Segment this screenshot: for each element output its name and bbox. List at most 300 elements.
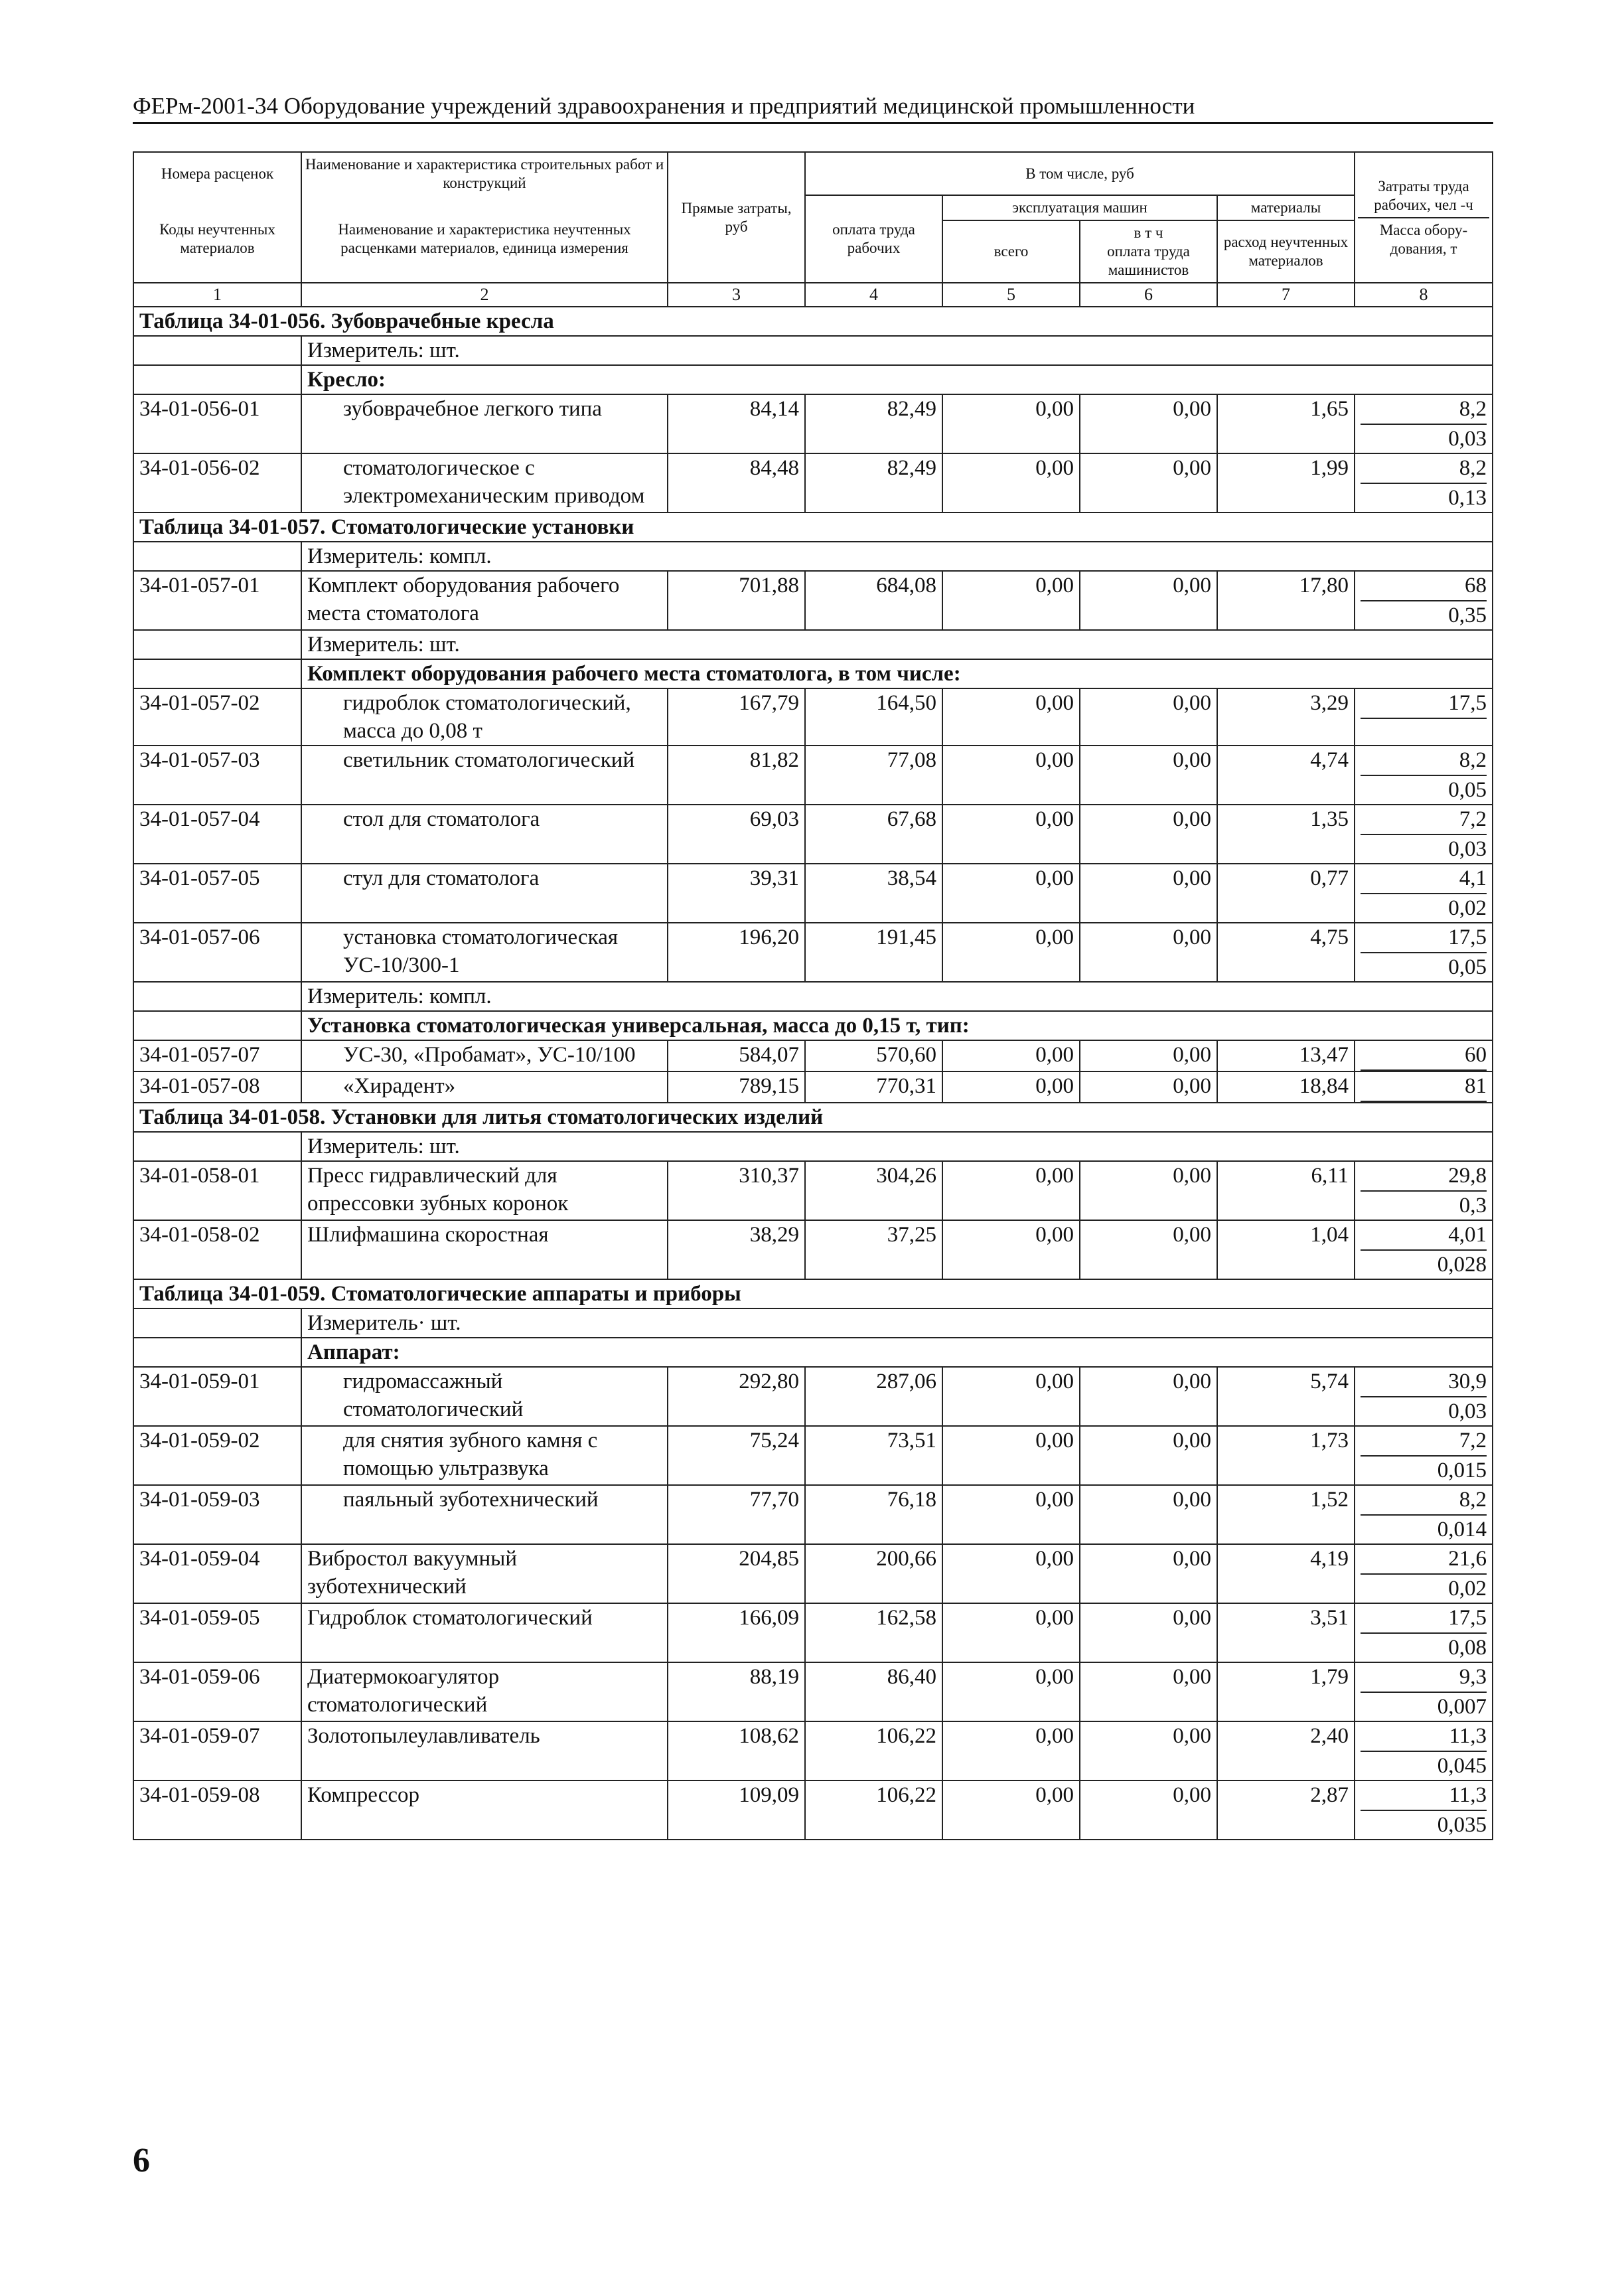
direct-costs: 38,29 bbox=[668, 1220, 805, 1279]
rate-code: 34-01-059-04 bbox=[133, 1544, 301, 1603]
materials-cost: 1,52 bbox=[1217, 1485, 1355, 1544]
machines-total: 0,00 bbox=[942, 746, 1080, 805]
materials-cost: 0,77 bbox=[1217, 864, 1355, 923]
rate-code: 34-01-059-05 bbox=[133, 1603, 301, 1662]
measure-unit: Измеритель: шт. bbox=[301, 630, 1493, 659]
rate-name bbox=[301, 1367, 668, 1426]
header-equipment-mass: Масса обору-дования, т bbox=[1379, 221, 1468, 257]
rate-name-text: Компрессор bbox=[307, 1783, 420, 1807]
equipment-mass: 0,35 bbox=[1448, 603, 1487, 627]
operator-pay: 0,00 bbox=[1080, 1721, 1217, 1780]
header-row-2 bbox=[133, 195, 1493, 220]
operator-pay: 0,00 bbox=[1080, 805, 1217, 864]
table-row bbox=[133, 394, 1493, 453]
labor-mass-cell bbox=[1355, 1367, 1493, 1426]
rate-code: 34-01-057-07 bbox=[133, 1040, 301, 1071]
labor-mass-cell bbox=[1355, 1161, 1493, 1220]
rate-name bbox=[301, 1603, 668, 1662]
rate-code: 34-01-057-06 bbox=[133, 923, 301, 982]
labor-pay: 76,18 bbox=[805, 1485, 942, 1544]
header-unaccounted-materials: расход неучтенных материалов bbox=[1217, 220, 1355, 283]
labor-pay: 162,58 bbox=[805, 1603, 942, 1662]
column-number: 8 bbox=[1355, 283, 1493, 307]
table-row bbox=[133, 1071, 1493, 1103]
direct-costs: 196,20 bbox=[668, 923, 805, 982]
labor-mass-cell bbox=[1355, 1426, 1493, 1485]
header-machines-total: всего bbox=[942, 220, 1080, 283]
labor-pay: 200,66 bbox=[805, 1544, 942, 1603]
table-row bbox=[133, 1367, 1493, 1426]
labor-hours: 81 bbox=[1361, 1072, 1487, 1102]
labor-pay: 37,25 bbox=[805, 1220, 942, 1279]
labor-mass-cell bbox=[1355, 1780, 1493, 1840]
labor-pay: 38,54 bbox=[805, 864, 942, 923]
header-labor-pay: оплата труда рабочих bbox=[805, 195, 942, 283]
rate-name bbox=[301, 1721, 668, 1780]
header-material-name: Наименование и характеристика неучтенных расценками материалов, единица измерения bbox=[301, 195, 668, 283]
labor-hours: 30,9 bbox=[1361, 1368, 1487, 1397]
measure-row bbox=[133, 542, 1493, 571]
measure-row bbox=[133, 1132, 1493, 1161]
labor-pay: 684,08 bbox=[805, 571, 942, 630]
measure-row bbox=[133, 336, 1493, 365]
labor-pay: 570,60 bbox=[805, 1040, 942, 1071]
page-number: 6 bbox=[133, 2142, 150, 2179]
equipment-mass: 0,02 bbox=[1448, 896, 1487, 920]
table-row bbox=[133, 1662, 1493, 1721]
rate-name bbox=[301, 1426, 668, 1485]
labor-hours: 60 bbox=[1361, 1041, 1487, 1071]
labor-mass-cell bbox=[1355, 923, 1493, 982]
machines-total: 0,00 bbox=[942, 1040, 1080, 1071]
rate-code: 34-01-057-05 bbox=[133, 864, 301, 923]
rate-code: 34-01-056-02 bbox=[133, 453, 301, 513]
labor-mass-cell bbox=[1355, 1485, 1493, 1544]
header-row-1 bbox=[133, 152, 1493, 195]
labor-hours: 17,5 bbox=[1361, 689, 1487, 719]
header-material-codes: Коды неучтенных материалов bbox=[133, 195, 301, 283]
materials-cost: 1,73 bbox=[1217, 1426, 1355, 1485]
table-row bbox=[133, 453, 1493, 513]
section-title-row bbox=[133, 1103, 1493, 1132]
equipment-mass: 0,035 bbox=[1437, 1813, 1487, 1837]
column-number: 7 bbox=[1217, 283, 1355, 307]
labor-hours: 11,3 bbox=[1361, 1722, 1487, 1752]
rate-code: 34-01-057-08 bbox=[133, 1071, 301, 1103]
rate-name-text: для снятия зубного камня с помощью ультразвука bbox=[343, 1429, 598, 1480]
machines-total: 0,00 bbox=[942, 688, 1080, 746]
direct-costs: 88,19 bbox=[668, 1662, 805, 1721]
direct-costs: 39,31 bbox=[668, 864, 805, 923]
materials-cost: 3,29 bbox=[1217, 688, 1355, 746]
operator-pay: 0,00 bbox=[1080, 746, 1217, 805]
rate-name-text: стол для стоматолога bbox=[343, 807, 540, 831]
rate-name bbox=[301, 805, 668, 864]
labor-mass-cell bbox=[1355, 1071, 1493, 1103]
materials-cost: 5,74 bbox=[1217, 1367, 1355, 1426]
machines-total: 0,00 bbox=[942, 1780, 1080, 1840]
labor-hours: 8,2 bbox=[1361, 1486, 1487, 1516]
labor-hours: 21,6 bbox=[1361, 1545, 1487, 1575]
labor-pay: 82,49 bbox=[805, 453, 942, 513]
table-row bbox=[133, 1544, 1493, 1603]
labor-mass-cell bbox=[1355, 864, 1493, 923]
materials-cost: 6,11 bbox=[1217, 1161, 1355, 1220]
direct-costs: 77,70 bbox=[668, 1485, 805, 1544]
section-title-row bbox=[133, 513, 1493, 542]
operator-pay: 0,00 bbox=[1080, 453, 1217, 513]
rate-name-text: гидромассажный стоматологический bbox=[343, 1370, 524, 1421]
equipment-mass: 0,3 bbox=[1459, 1194, 1487, 1218]
operator-pay: 0,00 bbox=[1080, 1544, 1217, 1603]
rate-code: 34-01-058-01 bbox=[133, 1161, 301, 1220]
equipment-mass: 0,02 bbox=[1448, 1577, 1487, 1601]
rate-name-text: «Хирадент» bbox=[343, 1074, 456, 1098]
rate-name bbox=[301, 1040, 668, 1071]
direct-costs: 109,09 bbox=[668, 1780, 805, 1840]
materials-cost: 4,75 bbox=[1217, 923, 1355, 982]
rate-name-text: Диатермокоагулятор стоматологический bbox=[307, 1665, 500, 1717]
rate-name-text: Гидроблок стоматологический bbox=[307, 1606, 593, 1630]
header-direct-costs: Прямые затраты, руб bbox=[668, 152, 805, 283]
operator-pay: 0,00 bbox=[1080, 1662, 1217, 1721]
group-row bbox=[133, 365, 1493, 394]
header-materials: материалы bbox=[1217, 195, 1355, 220]
measure-row bbox=[133, 630, 1493, 659]
rate-code: 34-01-059-07 bbox=[133, 1721, 301, 1780]
empty-cell bbox=[133, 542, 301, 571]
labor-pay: 770,31 bbox=[805, 1071, 942, 1103]
direct-costs: 166,09 bbox=[668, 1603, 805, 1662]
rate-name bbox=[301, 1161, 668, 1220]
group-heading: Аппарат: bbox=[301, 1338, 1493, 1367]
labor-hours: 29,8 bbox=[1361, 1162, 1487, 1192]
direct-costs: 204,85 bbox=[668, 1544, 805, 1603]
table-row bbox=[133, 805, 1493, 864]
group-heading: Кресло: bbox=[301, 365, 1493, 394]
machines-total: 0,00 bbox=[942, 1367, 1080, 1426]
materials-cost: 1,65 bbox=[1217, 394, 1355, 453]
rate-code: 34-01-059-02 bbox=[133, 1426, 301, 1485]
labor-mass-cell bbox=[1355, 688, 1493, 746]
rate-name bbox=[301, 1071, 668, 1103]
rate-name bbox=[301, 1780, 668, 1840]
empty-cell bbox=[133, 1132, 301, 1161]
machines-total: 0,00 bbox=[942, 394, 1080, 453]
section-title: Таблица 34-01-059. Стоматологические аппараты и приборы bbox=[133, 1279, 1493, 1308]
rate-name-text: зубоврачебное легкого типа bbox=[343, 397, 602, 421]
table-row bbox=[133, 688, 1493, 746]
header-work-name: Наименование и характеристика строительных работ и конструкций bbox=[301, 152, 668, 195]
labor-mass-cell bbox=[1355, 1220, 1493, 1279]
empty-cell bbox=[133, 659, 301, 688]
operator-pay: 0,00 bbox=[1080, 1603, 1217, 1662]
measure-unit: Измеритель: компл. bbox=[301, 542, 1493, 571]
machines-total: 0,00 bbox=[942, 1662, 1080, 1721]
operator-pay: 0,00 bbox=[1080, 1426, 1217, 1485]
machines-total: 0,00 bbox=[942, 1426, 1080, 1485]
rate-name bbox=[301, 923, 668, 982]
direct-costs: 84,14 bbox=[668, 394, 805, 453]
empty-cell bbox=[133, 982, 301, 1011]
rate-name-text: гидроблок стоматологический, масса до 0,08 т bbox=[343, 691, 631, 743]
group-heading: Комплект оборудования рабочего места стоматолога, в том числе: bbox=[301, 659, 1493, 688]
labor-hours: 17,5 bbox=[1361, 1604, 1487, 1634]
labor-mass-cell bbox=[1355, 1662, 1493, 1721]
table-row bbox=[133, 571, 1493, 630]
column-number: 6 bbox=[1080, 283, 1217, 307]
labor-hours: 11,3 bbox=[1361, 1781, 1487, 1811]
operator-pay: 0,00 bbox=[1080, 864, 1217, 923]
header-divider bbox=[1358, 217, 1489, 218]
measure-unit: Измеритель: компл. bbox=[301, 982, 1493, 1011]
machines-total: 0,00 bbox=[942, 923, 1080, 982]
header-operator-pay-label: оплата труда машинистов bbox=[1107, 243, 1190, 278]
table-body bbox=[133, 152, 1493, 1840]
rate-code: 34-01-056-01 bbox=[133, 394, 301, 453]
column-number: 3 bbox=[668, 283, 805, 307]
rate-name bbox=[301, 688, 668, 746]
materials-cost: 4,74 bbox=[1217, 746, 1355, 805]
machines-total: 0,00 bbox=[942, 805, 1080, 864]
labor-mass-cell bbox=[1355, 571, 1493, 630]
materials-cost: 17,80 bbox=[1217, 571, 1355, 630]
rate-name-text: Шлифмашина скоростная bbox=[307, 1223, 549, 1247]
empty-cell bbox=[133, 336, 301, 365]
rate-name-text: Пресс гидравлический для опрессовки зубных коронок bbox=[307, 1164, 569, 1216]
equipment-mass: 0,015 bbox=[1437, 1459, 1487, 1482]
equipment-mass: 0,03 bbox=[1448, 427, 1487, 451]
rate-name-text: УС-30, «Пробамат», УС-10/100 bbox=[343, 1043, 636, 1067]
materials-cost: 1,79 bbox=[1217, 1662, 1355, 1721]
rate-name bbox=[301, 1662, 668, 1721]
rate-code: 34-01-057-04 bbox=[133, 805, 301, 864]
labor-pay: 86,40 bbox=[805, 1662, 942, 1721]
labor-hours: 8,2 bbox=[1361, 746, 1487, 776]
operator-pay: 0,00 bbox=[1080, 571, 1217, 630]
table-row bbox=[133, 1721, 1493, 1780]
materials-cost: 1,35 bbox=[1217, 805, 1355, 864]
operator-pay: 0,00 bbox=[1080, 1485, 1217, 1544]
rate-code: 34-01-058-02 bbox=[133, 1220, 301, 1279]
rate-name-text: Комплект оборудования рабочего места стоматолога bbox=[307, 574, 620, 625]
rate-name bbox=[301, 864, 668, 923]
rate-code: 34-01-059-01 bbox=[133, 1367, 301, 1426]
group-row bbox=[133, 1338, 1493, 1367]
materials-cost: 3,51 bbox=[1217, 1603, 1355, 1662]
labor-pay: 106,22 bbox=[805, 1780, 942, 1840]
column-number-row bbox=[133, 283, 1493, 307]
labor-mass-cell bbox=[1355, 746, 1493, 805]
materials-cost: 2,87 bbox=[1217, 1780, 1355, 1840]
labor-mass-cell bbox=[1355, 1721, 1493, 1780]
table-row bbox=[133, 1220, 1493, 1279]
measure-unit: Измеритель: шт. bbox=[301, 1132, 1493, 1161]
table-row bbox=[133, 1485, 1493, 1544]
materials-cost: 13,47 bbox=[1217, 1040, 1355, 1071]
running-header: ФЕРм-2001-34 Оборудование учреждений здравоохранения и предприятий медицинской промышленности bbox=[133, 93, 1493, 124]
operator-pay: 0,00 bbox=[1080, 1161, 1217, 1220]
labor-mass-cell bbox=[1355, 453, 1493, 513]
direct-costs: 584,07 bbox=[668, 1040, 805, 1071]
group-heading: Установка стоматологическая универсальная, масса до 0,15 т, тип: bbox=[301, 1011, 1493, 1040]
table-row bbox=[133, 1426, 1493, 1485]
column-number: 1 bbox=[133, 283, 301, 307]
rate-name bbox=[301, 1220, 668, 1279]
operator-pay: 0,00 bbox=[1080, 1367, 1217, 1426]
measure-unit: Измеритель: шт. bbox=[301, 336, 1493, 365]
equipment-mass: 0,03 bbox=[1448, 1399, 1487, 1423]
header-operator-pay bbox=[1080, 220, 1217, 283]
equipment-mass: 0,08 bbox=[1448, 1636, 1487, 1660]
equipment-mass: 0,028 bbox=[1437, 1253, 1487, 1277]
equipment-mass: 0,014 bbox=[1437, 1518, 1487, 1541]
labor-hours: 7,2 bbox=[1361, 805, 1487, 835]
rate-code: 34-01-057-01 bbox=[133, 571, 301, 630]
column-number: 5 bbox=[942, 283, 1080, 307]
table-row bbox=[133, 746, 1493, 805]
labor-pay: 67,68 bbox=[805, 805, 942, 864]
equipment-mass: 0,03 bbox=[1448, 837, 1487, 861]
machines-total: 0,00 bbox=[942, 1485, 1080, 1544]
operator-pay: 0,00 bbox=[1080, 923, 1217, 982]
labor-pay: 191,45 bbox=[805, 923, 942, 982]
labor-mass-cell bbox=[1355, 1040, 1493, 1071]
table-row bbox=[133, 1603, 1493, 1662]
equipment-mass: 0,05 bbox=[1448, 778, 1487, 802]
rate-code: 34-01-059-08 bbox=[133, 1780, 301, 1840]
labor-hours: 4,1 bbox=[1361, 864, 1487, 894]
labor-hours: 7,2 bbox=[1361, 1427, 1487, 1457]
direct-costs: 292,80 bbox=[668, 1367, 805, 1426]
measure-row bbox=[133, 1308, 1493, 1338]
operator-pay: 0,00 bbox=[1080, 1220, 1217, 1279]
group-row bbox=[133, 659, 1493, 688]
empty-cell bbox=[133, 1308, 301, 1338]
machines-total: 0,00 bbox=[942, 1603, 1080, 1662]
machines-total: 0,00 bbox=[942, 453, 1080, 513]
labor-mass-cell bbox=[1355, 1603, 1493, 1662]
operator-pay: 0,00 bbox=[1080, 1040, 1217, 1071]
empty-cell bbox=[133, 365, 301, 394]
table-row bbox=[133, 1040, 1493, 1071]
operator-pay: 0,00 bbox=[1080, 1071, 1217, 1103]
group-row bbox=[133, 1011, 1493, 1040]
labor-mass-cell bbox=[1355, 805, 1493, 864]
machines-total: 0,00 bbox=[942, 1544, 1080, 1603]
materials-cost: 2,40 bbox=[1217, 1721, 1355, 1780]
direct-costs: 108,62 bbox=[668, 1721, 805, 1780]
rate-code: 34-01-057-03 bbox=[133, 746, 301, 805]
machines-total: 0,00 bbox=[942, 864, 1080, 923]
direct-costs: 310,37 bbox=[668, 1161, 805, 1220]
labor-hours: 68 bbox=[1361, 572, 1487, 601]
table-row bbox=[133, 923, 1493, 982]
machines-total: 0,00 bbox=[942, 1220, 1080, 1279]
header-including-short: в т ч bbox=[1134, 224, 1163, 241]
labor-hours: 8,2 bbox=[1361, 395, 1487, 425]
direct-costs: 789,15 bbox=[668, 1071, 805, 1103]
rate-name bbox=[301, 571, 668, 630]
labor-pay: 82,49 bbox=[805, 394, 942, 453]
equipment-mass: 0,045 bbox=[1437, 1754, 1487, 1778]
rate-name bbox=[301, 453, 668, 513]
section-title-row bbox=[133, 307, 1493, 336]
section-title-row bbox=[133, 1279, 1493, 1308]
operator-pay: 0,00 bbox=[1080, 394, 1217, 453]
direct-costs: 69,03 bbox=[668, 805, 805, 864]
table-row bbox=[133, 1780, 1493, 1840]
machines-total: 0,00 bbox=[942, 571, 1080, 630]
rate-name-text: стул для стоматолога bbox=[343, 866, 540, 890]
measure-row bbox=[133, 982, 1493, 1011]
direct-costs: 81,82 bbox=[668, 746, 805, 805]
machines-total: 0,00 bbox=[942, 1071, 1080, 1103]
rate-code: 34-01-057-02 bbox=[133, 688, 301, 746]
rate-name-text: Золотопылеулавливатель bbox=[307, 1724, 540, 1748]
rate-code: 34-01-059-06 bbox=[133, 1662, 301, 1721]
section-title: Таблица 34-01-057. Стоматологические установки bbox=[133, 513, 1493, 542]
rate-code: 34-01-059-03 bbox=[133, 1485, 301, 1544]
materials-cost: 4,19 bbox=[1217, 1544, 1355, 1603]
direct-costs: 701,88 bbox=[668, 571, 805, 630]
rate-name bbox=[301, 746, 668, 805]
operator-pay: 0,00 bbox=[1080, 688, 1217, 746]
header-labor-mass bbox=[1355, 152, 1493, 283]
labor-pay: 73,51 bbox=[805, 1426, 942, 1485]
rate-name bbox=[301, 1544, 668, 1603]
rates-table bbox=[133, 151, 1493, 1840]
labor-pay: 164,50 bbox=[805, 688, 942, 746]
empty-cell bbox=[133, 1011, 301, 1040]
labor-mass-cell bbox=[1355, 394, 1493, 453]
materials-cost: 1,99 bbox=[1217, 453, 1355, 513]
table-row bbox=[133, 1161, 1493, 1220]
operator-pay: 0,00 bbox=[1080, 1780, 1217, 1840]
rate-name-text: Вибростол вакуумный зуботехнический bbox=[307, 1547, 517, 1599]
direct-costs: 167,79 bbox=[668, 688, 805, 746]
section-title: Таблица 34-01-056. Зубоврачебные кресла bbox=[133, 307, 1493, 336]
labor-hours: 17,5 bbox=[1361, 923, 1487, 953]
rate-name-text: стоматологическое с электромеханическим приводом bbox=[343, 456, 645, 508]
labor-pay: 287,06 bbox=[805, 1367, 942, 1426]
labor-pay: 304,26 bbox=[805, 1161, 942, 1220]
equipment-mass: 0,13 bbox=[1448, 486, 1487, 510]
labor-hours: 8,2 bbox=[1361, 454, 1487, 484]
header-machines: эксплуатация машин bbox=[942, 195, 1217, 220]
header-including: В том числе, руб bbox=[805, 152, 1355, 195]
equipment-mass: 0,05 bbox=[1448, 955, 1487, 979]
labor-mass-cell bbox=[1355, 1544, 1493, 1603]
section-title: Таблица 34-01-058. Установки для литья стоматологических изделий bbox=[133, 1103, 1493, 1132]
rate-name-text: светильник стоматологический bbox=[343, 748, 635, 772]
labor-pay: 77,08 bbox=[805, 746, 942, 805]
table-row bbox=[133, 864, 1493, 923]
rate-name-text: установка стоматологическая УС-10/300-1 bbox=[343, 925, 619, 977]
labor-hours: 9,3 bbox=[1361, 1663, 1487, 1693]
materials-cost: 18,84 bbox=[1217, 1071, 1355, 1103]
column-number: 4 bbox=[805, 283, 942, 307]
equipment-mass: 0,007 bbox=[1437, 1695, 1487, 1719]
labor-pay: 106,22 bbox=[805, 1721, 942, 1780]
direct-costs: 75,24 bbox=[668, 1426, 805, 1485]
machines-total: 0,00 bbox=[942, 1721, 1080, 1780]
rate-name bbox=[301, 394, 668, 453]
header-rate-numbers: Номера расценок bbox=[133, 152, 301, 195]
empty-cell bbox=[133, 1338, 301, 1367]
machines-total: 0,00 bbox=[942, 1161, 1080, 1220]
measure-unit: Измеритель· шт. bbox=[301, 1308, 1493, 1338]
